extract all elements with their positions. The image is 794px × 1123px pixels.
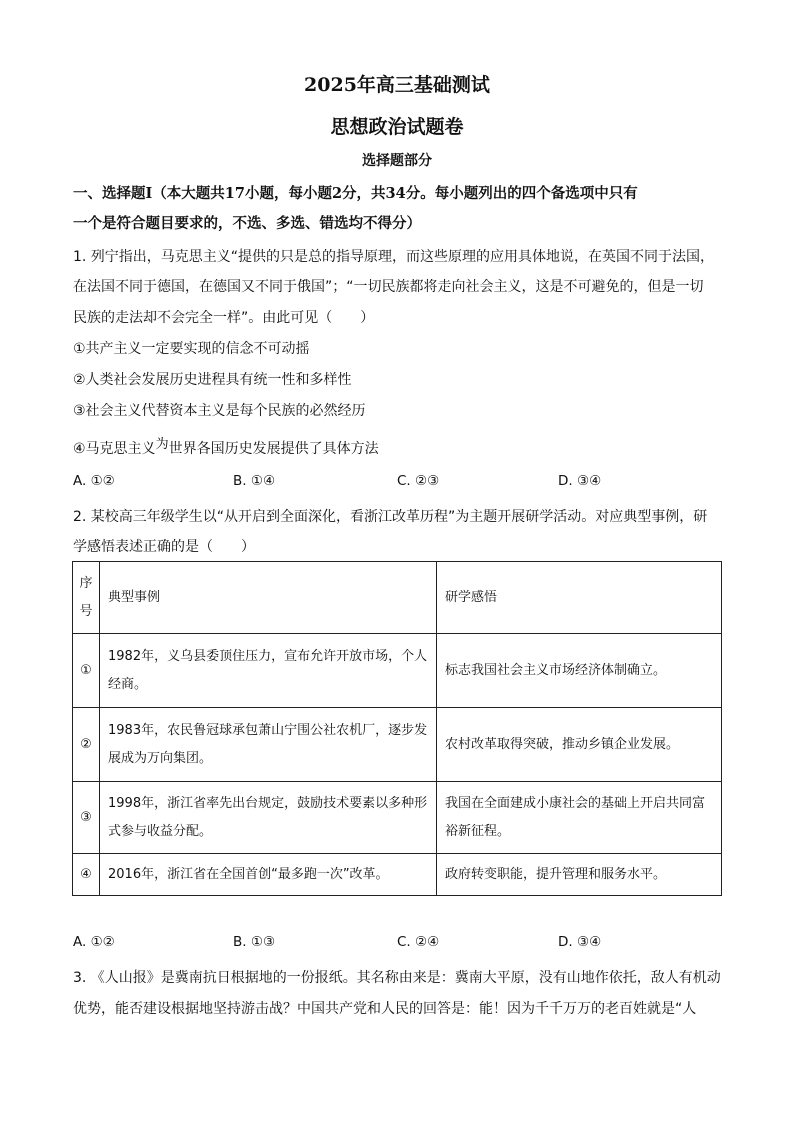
q1-item-4-part-a: ④马克思主义 <box>73 441 156 457</box>
table-header-row <box>73 562 722 634</box>
q2-option-a: A. ①② <box>73 934 115 950</box>
row-seq: ② <box>73 708 100 782</box>
q3-stem-line-2: 优势，能否建设根据地坚持游击战？中国共产党和人民的回答是：能！因为千千万万的老百姓就是“人 <box>73 1001 697 1017</box>
row-insight: 标志我国社会主义市场经济体制确立。 <box>437 634 722 708</box>
table-row <box>73 782 722 854</box>
row-seq: ④ <box>73 854 100 896</box>
row-insight: 我国在全面建成小康社会的基础上开启共同富裕新征程。 <box>437 782 722 854</box>
q1-stem-line-2: 在法国不同于德国，在德国又不同于俄国”；“一切民族都将走向社会主义，这是不可避免的，但是一切 <box>73 279 704 295</box>
q1-stem-line-3: 民族的走法却不会完全一样”。由此可见（ ） <box>73 310 375 326</box>
section-instruction-line-2: 一个是符合题目要求的，不选、多选、错选均不得分） <box>73 215 421 232</box>
q1-option-d: D. ③④ <box>558 473 602 489</box>
q2-stem-line-1: 2. 某校高三年级学生以“从开启到全面深化，看浙江改革历程”为主题开展研学活动。对应典型事例，研 <box>73 509 708 525</box>
q1-item-1: ①共产主义一定要实现的信念不可动摇 <box>73 341 310 357</box>
exam-subject: 思想政治试题卷 <box>330 116 464 138</box>
table-row <box>73 854 722 896</box>
row-seq: ① <box>73 634 100 708</box>
header-seq-text: 序号 <box>79 575 93 619</box>
exam-title: 2025年高三基础测试 <box>304 74 490 96</box>
table-row <box>73 708 722 782</box>
row-case: 1983年，农民鲁冠球承包萧山宁围公社农机厂，逐步发展成为万向集团。 <box>100 708 437 782</box>
q2-option-c: C. ②④ <box>397 934 440 950</box>
header-case: 典型事例 <box>100 562 437 634</box>
part-heading: 选择题部分 <box>362 153 432 169</box>
q1-option-c: C. ②③ <box>397 473 440 489</box>
q1-option-a: A. ①② <box>73 473 115 489</box>
q2-stem-line-2: 学感悟表述正确的是（ ） <box>73 539 255 555</box>
q1-item-2: ②人类社会发展历史进程具有统一性和多样性 <box>73 372 352 388</box>
q2-option-b: B. ①③ <box>233 934 276 950</box>
q1-item-4 <box>73 438 733 458</box>
row-seq: ③ <box>73 782 100 854</box>
row-insight: 农村改革取得突破，推动乡镇企业发展。 <box>437 708 722 782</box>
q3-stem-line-1: 3. 《人山报》是冀南抗日根据地的一份报纸。其名称由来是：冀南大平原，没有山地作依托，敌人有机动 <box>73 970 721 986</box>
row-case: 1982年，义乌县委顶住压力，宣布允许开放市场，个人经商。 <box>100 634 437 708</box>
q1-option-b: B. ①④ <box>233 473 276 489</box>
q2-table <box>72 561 722 896</box>
row-case: 1998年，浙江省率先出台规定，鼓励技术要素以多种形式参与收益分配。 <box>100 782 437 854</box>
q1-item-4-part-c: 世界各国历史发展提供了具体方法 <box>168 441 379 457</box>
table-row <box>73 634 722 708</box>
q1-stem-line-1: 1. 列宁指出，马克思主义“提供的只是总的指导原理，而这些原理的应用具体地说，在英国不同于法国， <box>73 249 715 265</box>
q1-item-3: ③社会主义代替资本主义是每个民族的必然经历 <box>73 403 366 419</box>
row-case: 2016年，浙江省在全国首创“最多跑一次”改革。 <box>100 854 437 896</box>
q2-option-d: D. ③④ <box>558 934 602 950</box>
section-instruction-line-1: 一、选择题Ⅰ（本大题共17小题，每小题2分，共34分。每小题列出的四个备选项中只有 <box>73 185 638 202</box>
row-insight: 政府转变职能，提升管理和服务水平。 <box>437 854 722 896</box>
q1-item-4-raised-char: 为 <box>155 437 169 452</box>
header-insight: 研学感悟 <box>437 562 722 634</box>
header-seq <box>73 562 100 634</box>
